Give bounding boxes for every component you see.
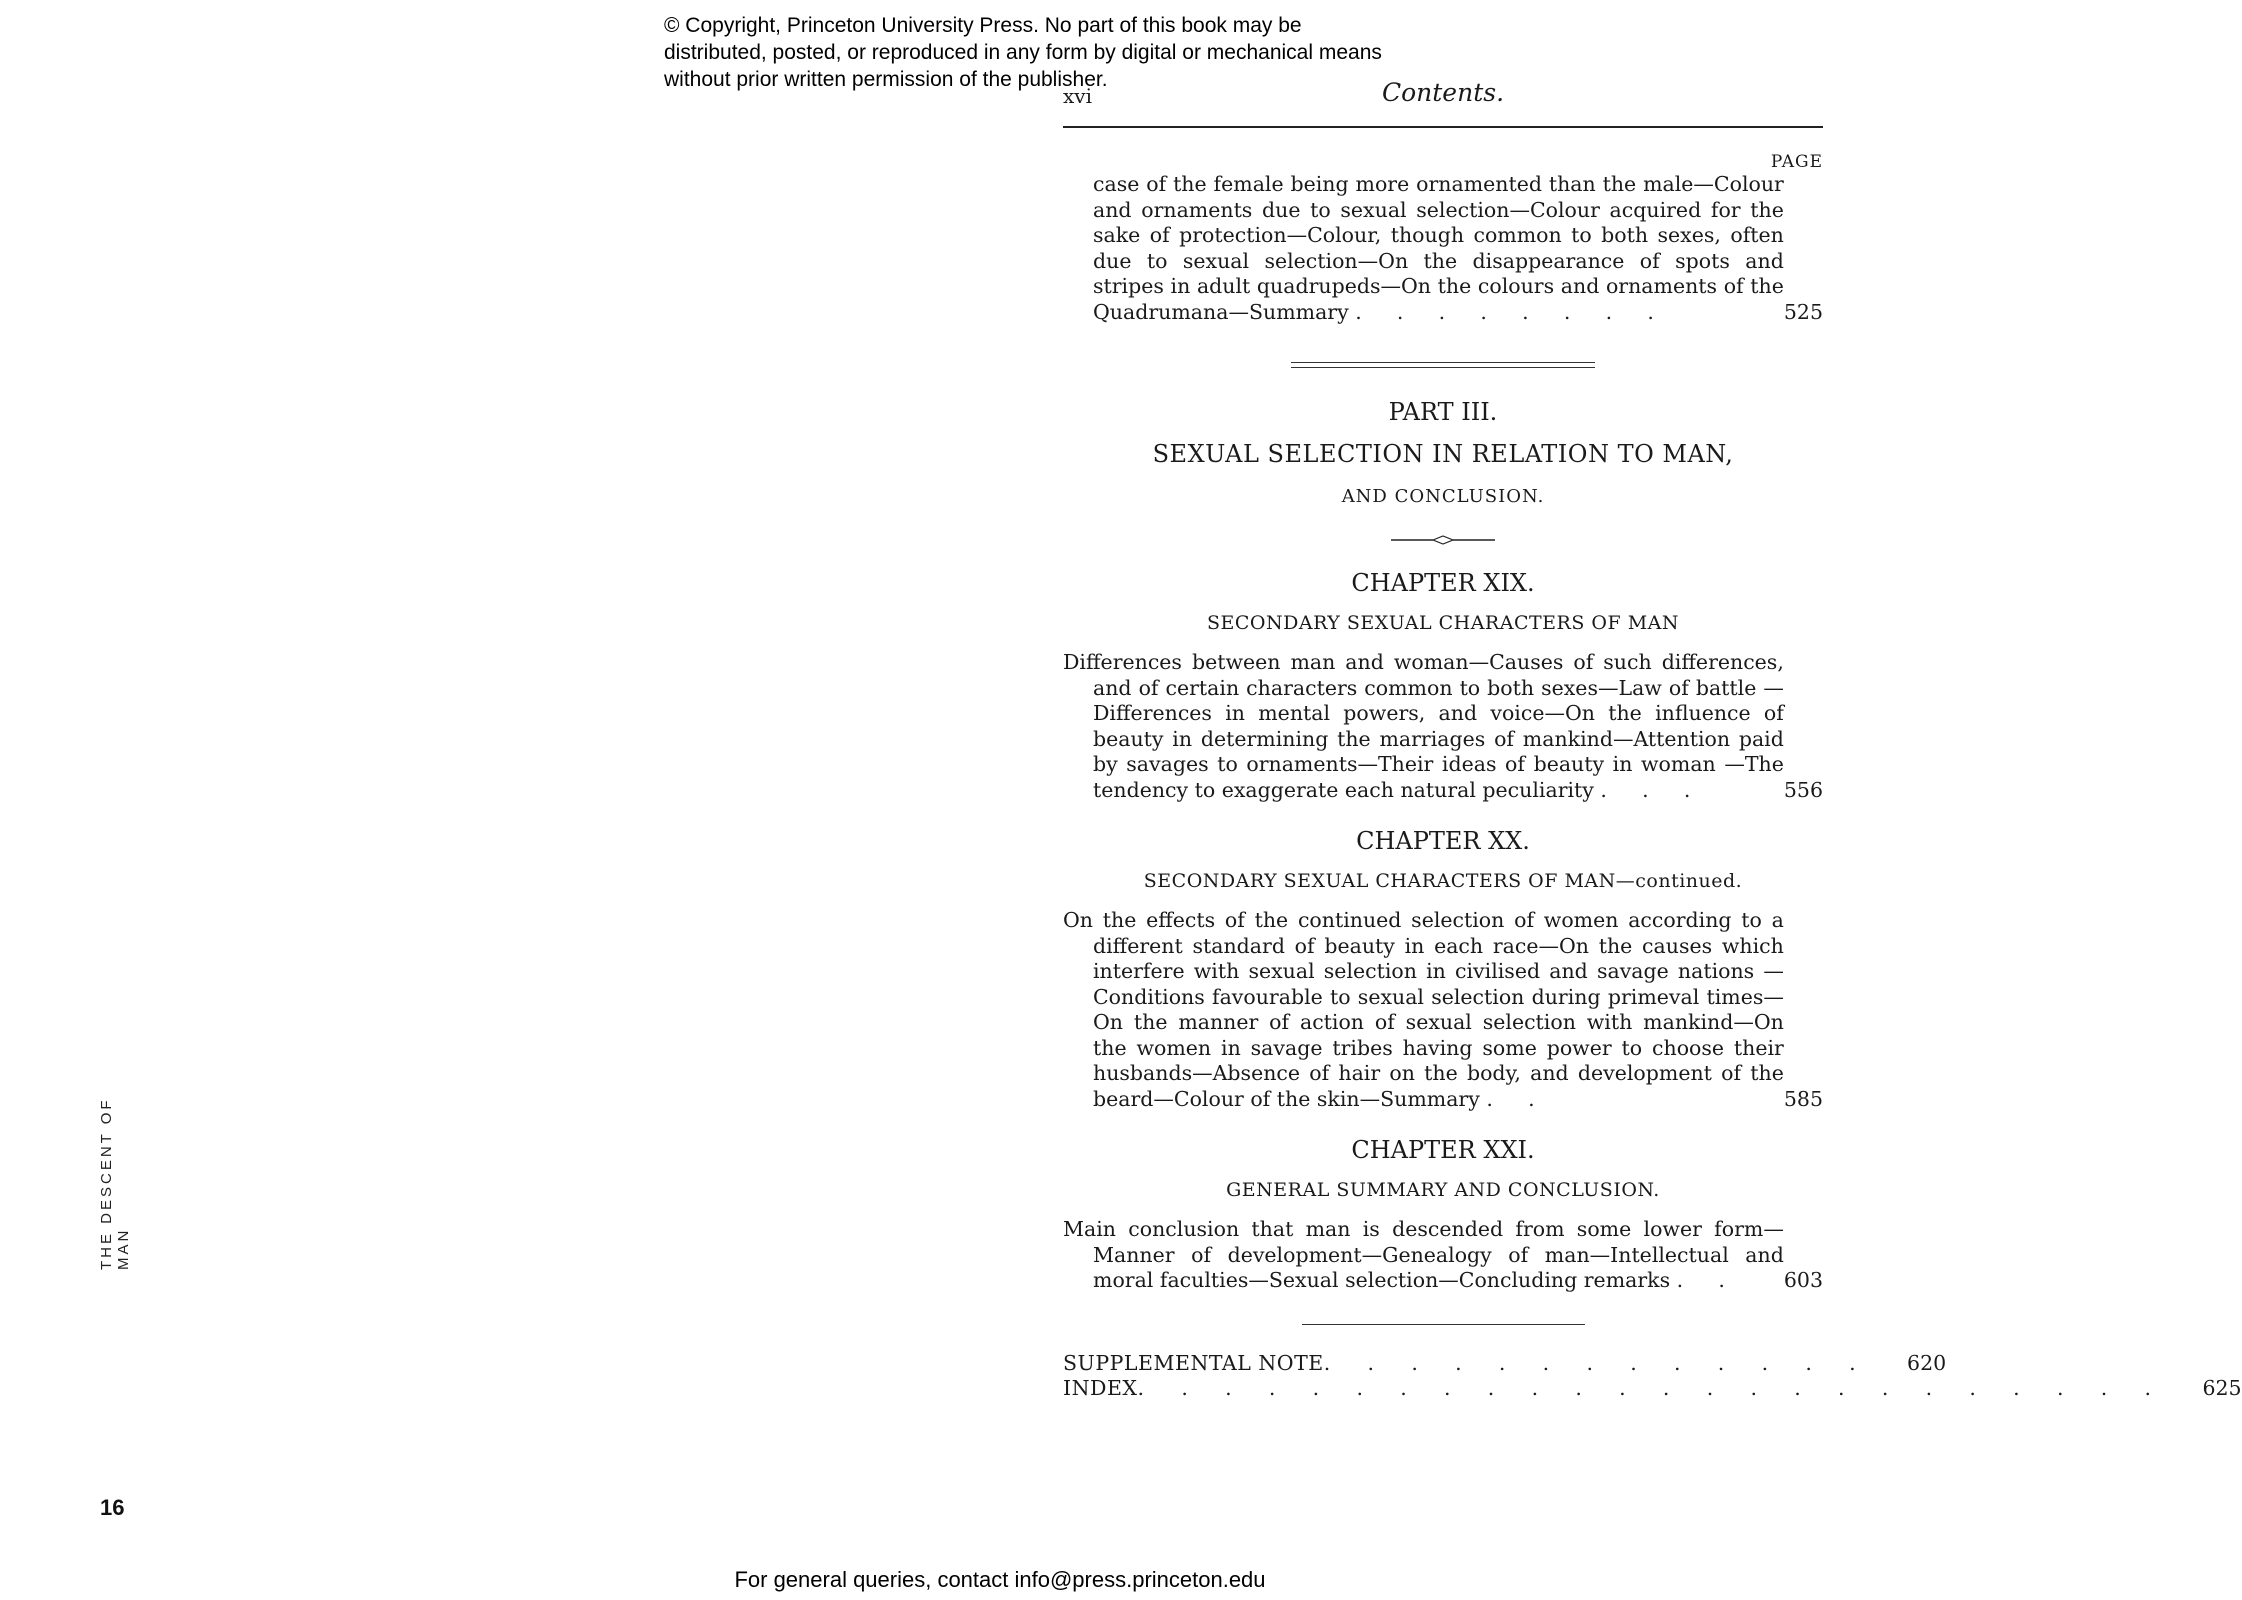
entry-text: case of the female being more ornamented than the male—Colour and ornaments due to sexual selection—Colour acquired for the sake of protection—Colour, though common to both sexes, often due to sexual selection—On the disappearance of spots and stripes in adult quadrupeds—On the colours and ornaments of the Quadrumana—Summary: [1093, 172, 1784, 324]
running-title: Contents.: [1381, 78, 1505, 107]
ornament-divider-icon: [1391, 535, 1495, 545]
contents-entry: [1063, 908, 1823, 1112]
page-column-label: PAGE: [1770, 152, 1823, 172]
chapter-title: CHAPTER XIX.: [1351, 569, 1535, 597]
folio: xvi: [1063, 84, 1092, 108]
entry-page-number: 603: [1783, 1268, 1823, 1292]
section-rule: [1302, 1324, 1585, 1325]
contents-entry: [1063, 1217, 1823, 1294]
contents-page: [1063, 78, 2242, 1402]
part-subtitle-tail: AND CONCLUSION.: [1341, 486, 1545, 507]
dot-leader: . . . . . . . .: [1355, 299, 1669, 324]
part-title: PART III.: [1388, 398, 1498, 426]
back-matter-entry: [1063, 1350, 1947, 1377]
entry-text: On the effects of the continued selection of women according to a different standard of beauty in each race—On the causes which interfere with sexual selection in civilised and savage nations —Conditions favourable to sexual selection during primeval times—On the manner of action of sexual selection with mankind—On the women in savage tribes having some power to choose their husbands—Absence of hair on the body, and development of the beard—Colour of the skin—Summary: [1063, 908, 1784, 1111]
chapter-subtitle: GENERAL SUMMARY AND CONCLUSION.: [1226, 1179, 1660, 1201]
dot-leader: . . . . . . . . . . . . .: [1323, 1350, 1872, 1375]
spine-page-number: 16: [100, 1495, 125, 1520]
entry-text: Differences between man and woman—Causes of such differences, and of certain characters common to both sexes—Law of battle —Differences in mental powers, and voice—On the influence of beauty in determining the marriages of mankind—Attention paid by savages to ornaments—Their ideas of beauty in woman —The tendency to exaggerate each natural peculiarity: [1063, 650, 1784, 802]
entry-page-number: 525: [1783, 299, 1823, 324]
part-subtitle: SEXUAL SELECTION IN RELATION TO MAN,: [1152, 440, 1734, 468]
entry-page-number: 585: [1783, 1086, 1823, 1111]
back-matter-page-number: 620: [1907, 1350, 1947, 1375]
contents-entry: [1063, 650, 1823, 803]
back-matter-entry: [1063, 1376, 2242, 1402]
dot-leader: . .: [1486, 1086, 1549, 1111]
chapter-title: CHAPTER XX.: [1356, 827, 1530, 855]
entry-text: Main conclusion that man is descended from some lower form—Manner of development—Genealogy of man—Intellectual and moral faculties—Sexual selection—Concluding remarks: [1063, 1217, 1784, 1292]
dot-leader: . . . . . . . . . . . . . . . . . . . . . . . .: [1137, 1376, 2167, 1400]
dot-leader: . . .: [1600, 777, 1705, 802]
double-rule-divider: [1291, 362, 1595, 368]
spine-book-title: THE DESCENT OF MAN: [98, 1097, 132, 1270]
chapter-subtitle: SECONDARY SEXUAL CHARACTERS OF MAN: [1207, 612, 1679, 634]
chapter-subtitle: SECONDARY SEXUAL CHARACTERS OF MAN—continued.: [1143, 870, 1743, 892]
copyright-notice: © Copyright, Princeton University Press. No part of this book may be distributed, posted, or reproduced in any form by digital or mechanical means without prior written permission of the publisher.: [664, 14, 1382, 91]
back-matter-label: SUPPLEMENTAL NOTE: [1063, 1350, 1324, 1375]
header-rule: [1063, 126, 1823, 128]
entry-page-number: 556: [1783, 777, 1823, 802]
back-matter-page-number: 625: [2202, 1376, 2242, 1400]
back-matter-label: INDEX: [1063, 1376, 1138, 1400]
chapter-title: CHAPTER XXI.: [1351, 1136, 1535, 1164]
contact-footer: For general queries, contact info@press.princeton.edu: [734, 1567, 1266, 1592]
dot-leader: . .: [1676, 1268, 1740, 1292]
back-matter-list: [1063, 1350, 2242, 1402]
contents-entry: [1063, 172, 1823, 325]
